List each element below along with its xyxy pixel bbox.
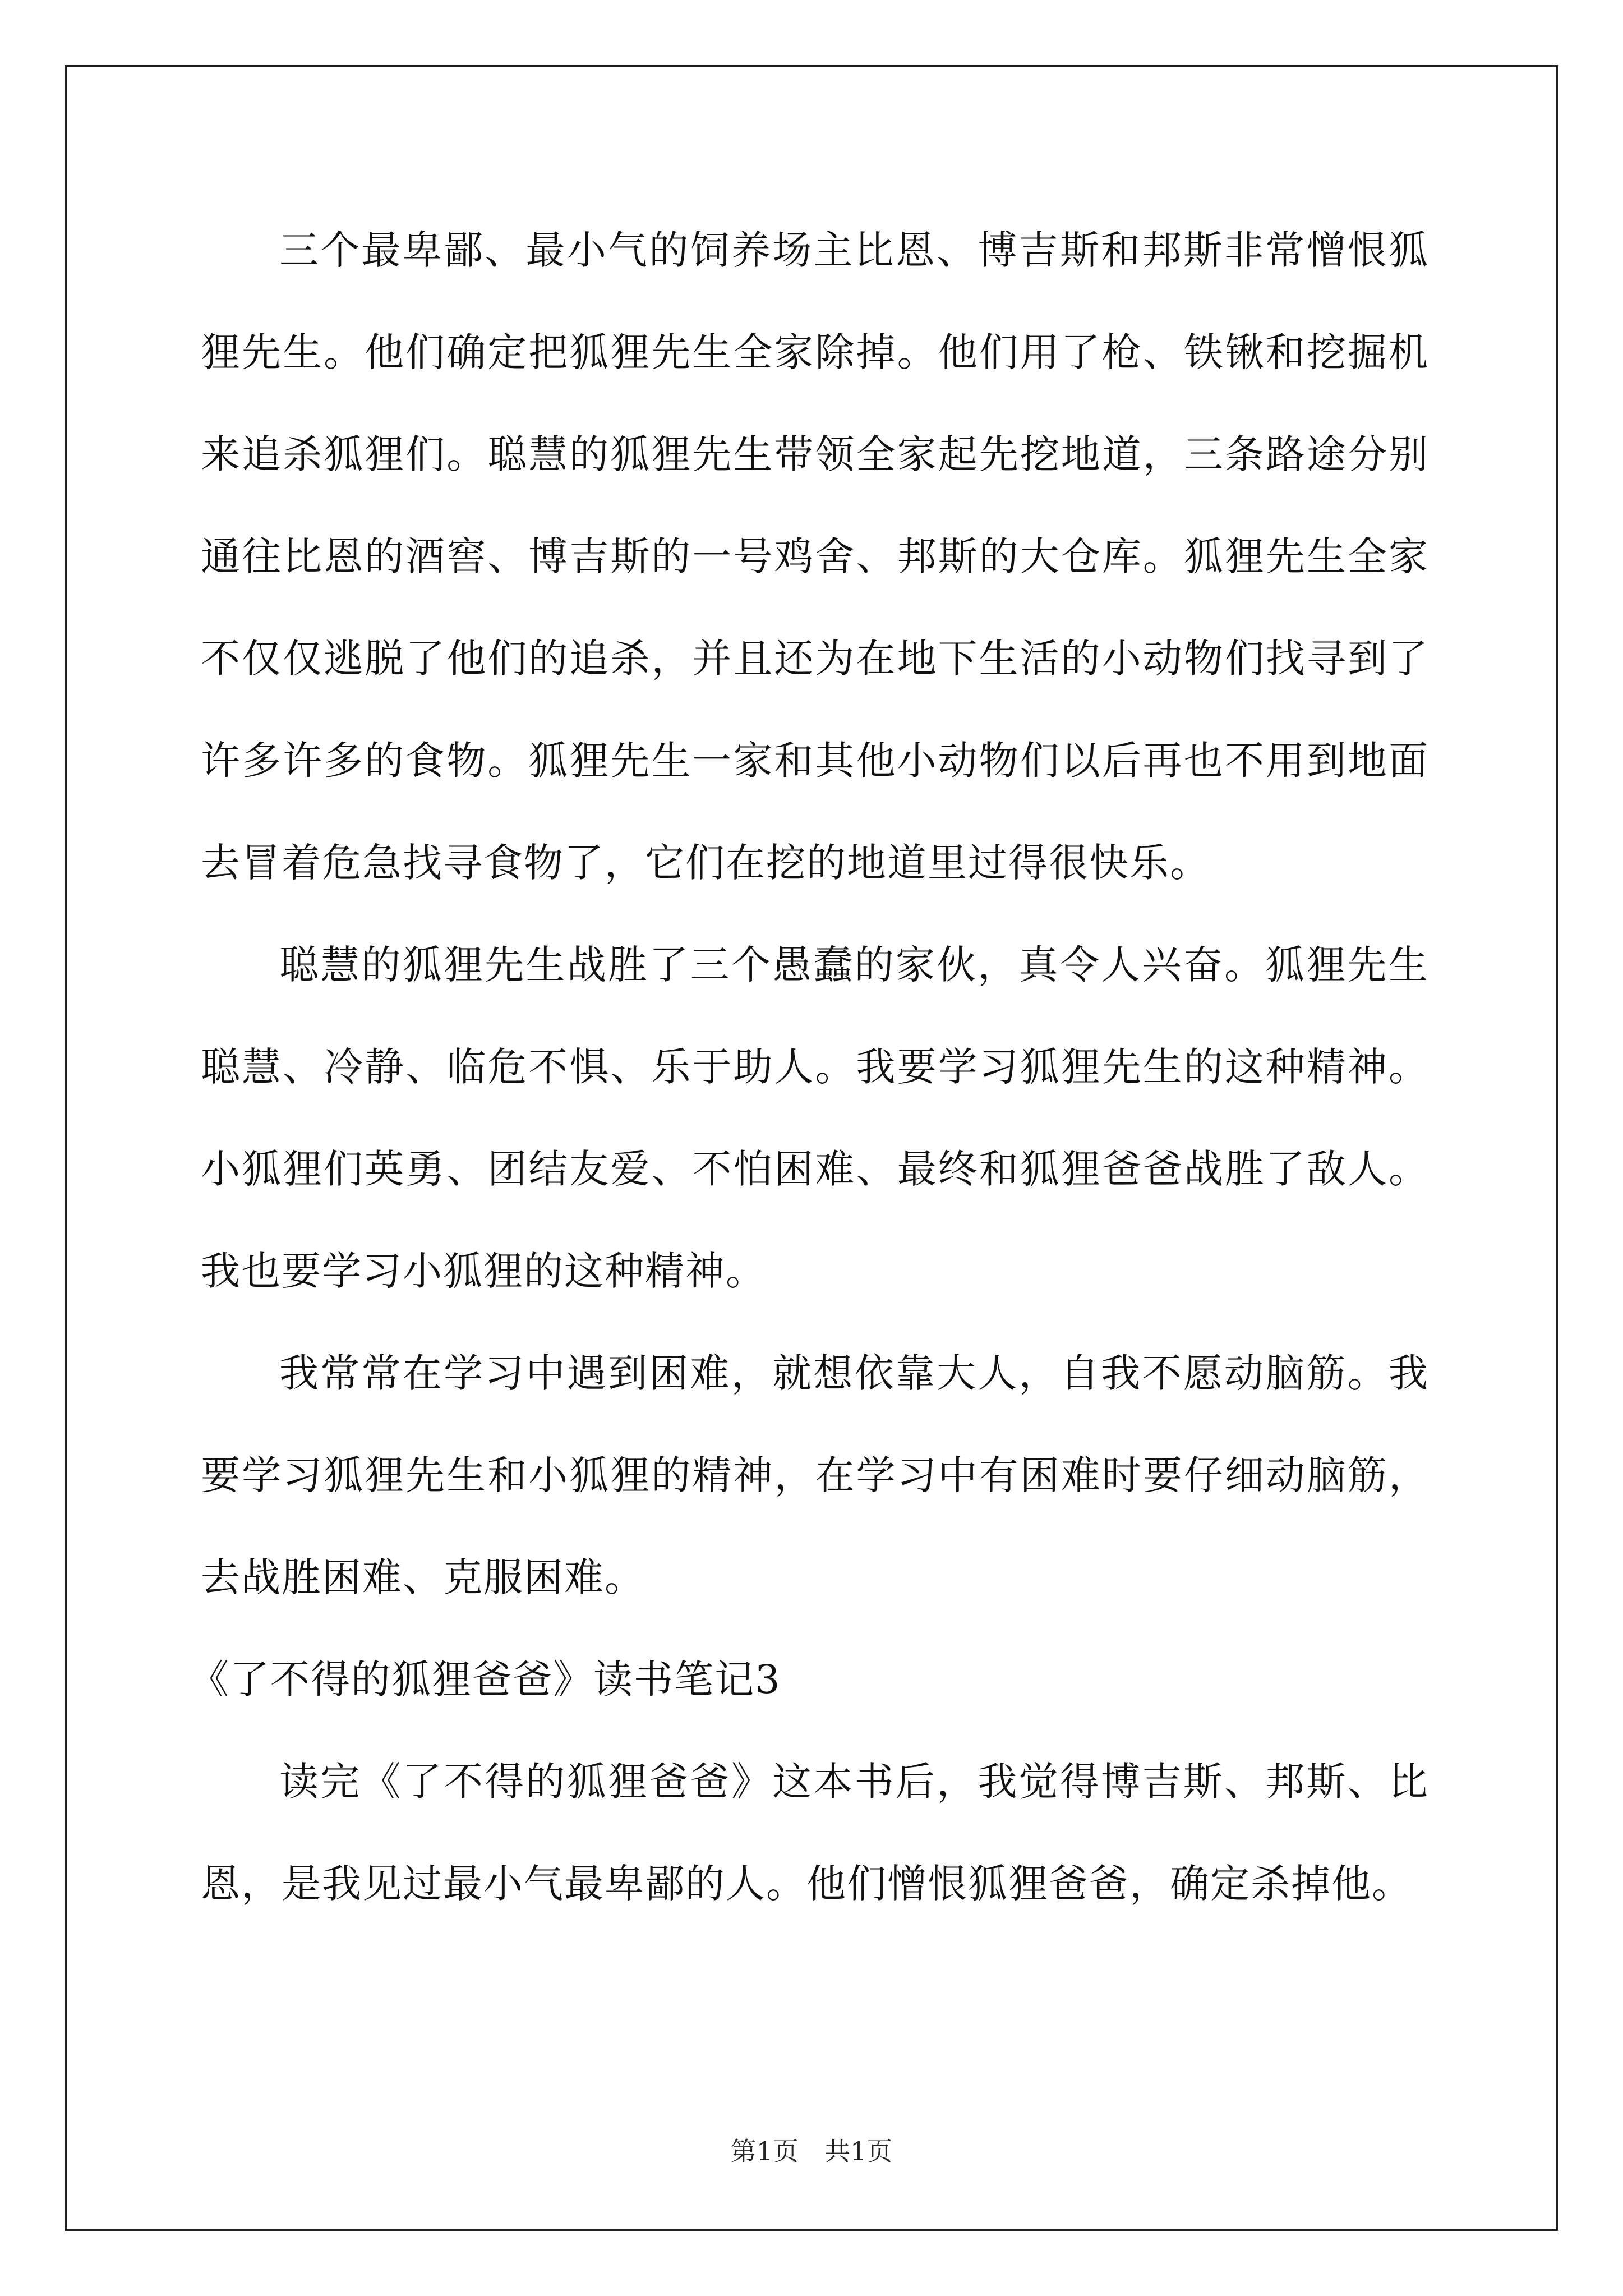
document-body <box>190 199 1429 1935</box>
page-footer: 第1页 共1页 <box>730 2136 893 2166</box>
paragraph-3: 我常常在学习中遇到困难，就想依靠大人，自我不愿动脑筋。我要学习狐狸先生和小狐狸的精神，在学习中有困难时要仔细动脑筋，去战胜困难、克服困难。 <box>201 1350 1429 1600</box>
paragraph-2: 聪慧的狐狸先生战胜了三个愚蠢的家伙，真令人兴奋。狐狸先生聪慧、冷静、临危不惧、乐于助人。我要学习狐狸先生的这种精神。小狐狸们英勇、团结友爱、不怕困难、最终和狐狸爸爸战胜了敌人。我也要学习小狐狸的这种精神。 <box>201 942 1429 1294</box>
section-paragraph: 读完《了不得的狐狸爸爸》这本书后，我觉得博吉斯、邦斯、比恩，是我见过最小气最卑鄙的人。他们憎恨狐狸爸爸，确定杀掉他。 <box>201 1759 1429 1907</box>
section-title: 《了不得的狐狸爸爸》读书笔记3 <box>190 1657 781 1703</box>
paragraph-1: 三个最卑鄙、最小气的饲养场主比恩、博吉斯和邦斯非常憎恨狐狸先生。他们确定把狐狸先生全家除掉。他们用了枪、铁锹和挖掘机来追杀狐狸们。聪慧的狐狸先生带领全家起先挖地道，三条路途分别通往比恩的酒窖、博吉斯的一号鸡舍、邦斯的大仓库。狐狸先生全家不仅仅逃脱了他们的追杀，并且还为在地下生活的小动物们找寻到了许多许多的食物。狐狸先生一家和其他小动物们以后再也不用到地面去冒着危急找寻食物了，它们在挖的地道里过得很快乐。 <box>201 227 1429 886</box>
